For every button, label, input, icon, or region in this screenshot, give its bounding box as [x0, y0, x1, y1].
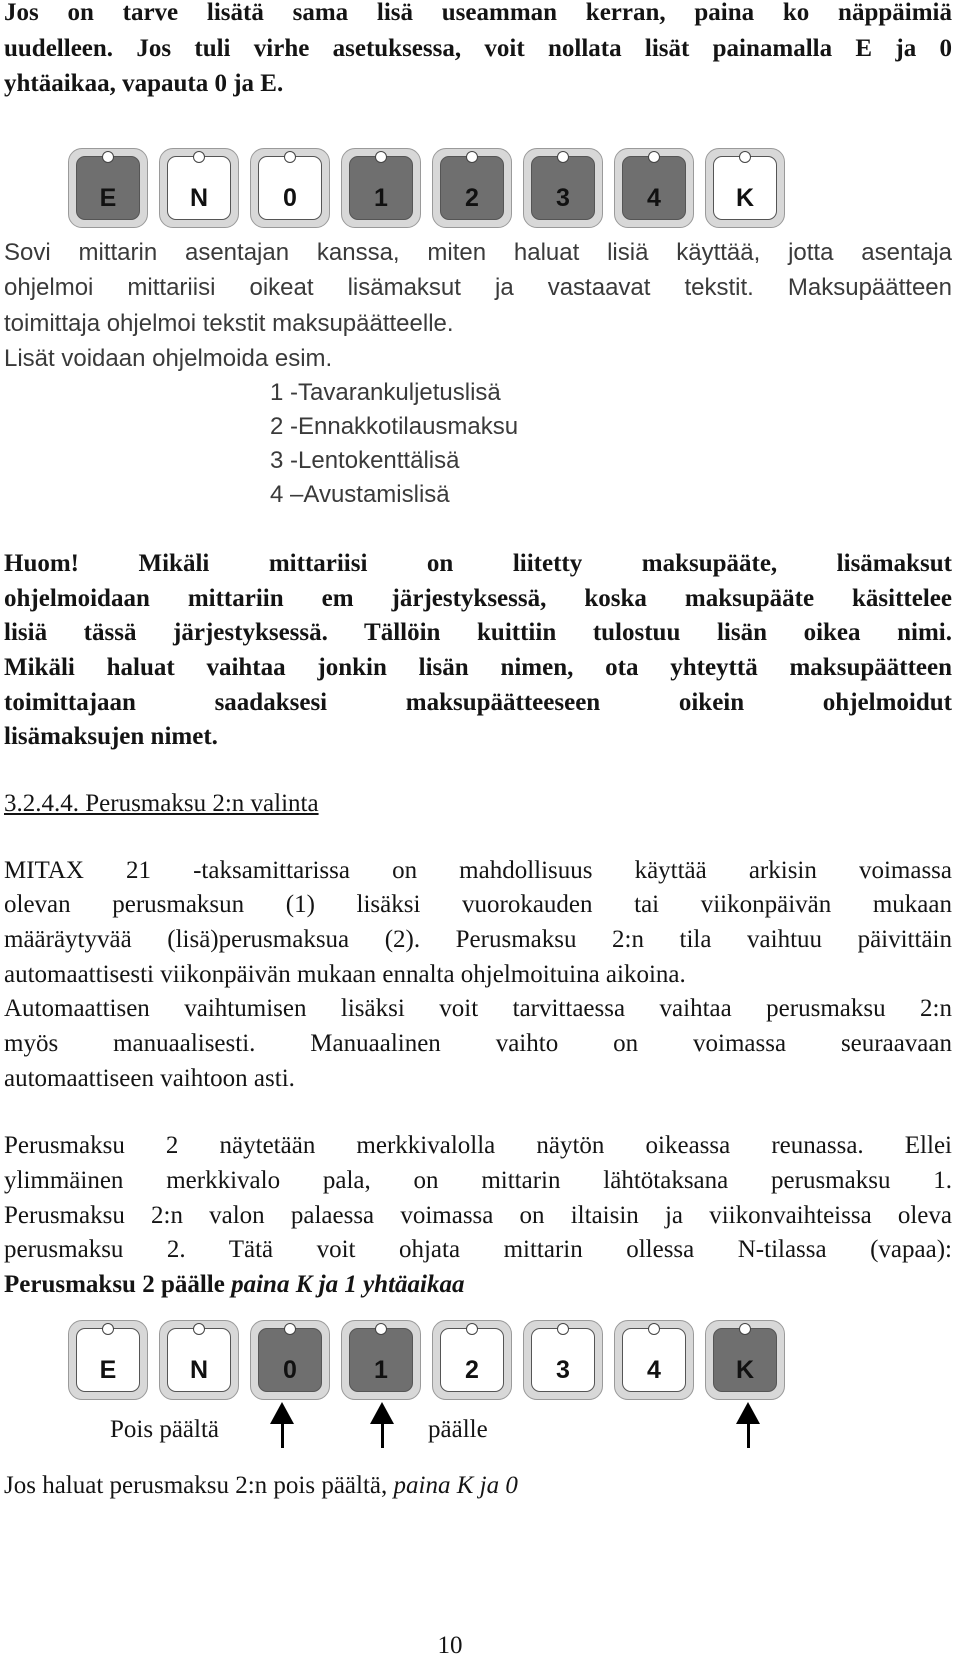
intro-line-1: Jos on tarve lisätä sama lisä useamman kerran, paina ko näppäimiä: [4, 0, 952, 26]
huom-line-4: Mikäli haluat vaihtaa jonkin lisän nimen, ota yhteyttä maksupäätteen: [4, 654, 952, 681]
intro-line-2: uudelleen. Jos tuli virhe asetuksessa, voit nollata lisät painamalla E ja 0: [4, 35, 952, 62]
led-indicator-icon: [466, 1323, 478, 1335]
keypad2-key-label: 4: [622, 1328, 686, 1392]
sovi-item-1: 1 -Tavarankuljetuslisä: [270, 379, 501, 406]
keypad1-key-label: 2: [440, 156, 504, 220]
keypad2-key-0: [250, 1320, 330, 1400]
sovi-item-2: 2 -Ennakkotilausmaksu: [270, 413, 519, 440]
keypad2-key-1: [341, 1320, 421, 1400]
huom-line-2: ohjelmoidaan mittariin em järjestyksessä, koska maksupääte käsittelee: [4, 585, 952, 612]
keypad2-key-n: [159, 1320, 239, 1400]
keypad2-key-label: K: [713, 1328, 777, 1392]
section-heading: 3.2.4.4. Perusmaksu 2:n valinta: [4, 790, 319, 817]
footer-note-text: Jos haluat perusmaksu 2:n pois päältä,: [4, 1472, 388, 1499]
huom-line-3: lisiä tässä järjestyksessä. Tällöin kuittiin tulostuu lisän oikea nimi.: [4, 619, 952, 646]
led-indicator-icon: [648, 1323, 660, 1335]
led-indicator-icon: [557, 151, 569, 163]
led-indicator-icon: [739, 151, 751, 163]
keypad1-key-k: [705, 148, 785, 228]
keypad2-key-4: [614, 1320, 694, 1400]
para2-line-5: [4, 1266, 952, 1303]
para1-line-6: myös manuaalisesti. Manuaalinen vaihto on voimassa seuraavaan: [4, 1030, 952, 1057]
para2-line-3: Perusmaksu 2:n valon palaessa voimassa on iltaisin ja viikonvaihteissa oleva: [4, 1202, 952, 1229]
led-indicator-icon: [193, 151, 205, 163]
keypad1-key-label: E: [76, 156, 140, 220]
para2-line-2: ylimmäinen merkkivalo pala, on mittarin lähtötaksana perusmaksu 1.: [4, 1167, 952, 1194]
keypad2-key-label: 3: [531, 1328, 595, 1392]
keypad2-key-label: 1: [349, 1328, 413, 1392]
sovi-item-3: 3 -Lentokenttälisä: [270, 447, 460, 474]
para2-bold-instruction: Perusmaksu 2 päälle: [4, 1271, 225, 1298]
para2-italic-instruction: paina K ja 1 yhtäaikaa: [231, 1271, 465, 1298]
sovi-line-2: ohjelmoi mittariisi oikeat lisämaksut ja vastaavat tekstit. Maksupäätteen: [4, 274, 952, 301]
keypad1-key-1: [341, 148, 421, 228]
keypad1-key-label: 1: [349, 156, 413, 220]
huom-line-5: toimittajaan saadaksesi maksupäätteeseen oikein ohjelmoidut: [4, 689, 952, 716]
sovi-line-1: Sovi mittarin asentajan kanssa, miten haluat lisiä käyttää, jotta asentaja: [4, 239, 952, 266]
keypad1-key-label: 3: [531, 156, 595, 220]
keypad-bottom: [68, 1320, 888, 1410]
label-pois-paalta: Pois päältä: [110, 1416, 220, 1443]
keypad2-key-label: N: [167, 1328, 231, 1392]
keypad2-key-label: 2: [440, 1328, 504, 1392]
para2-line-4: perusmaksu 2. Tätä voit ohjata mittarin ollessa N-tilassa (vapaa):: [4, 1236, 952, 1263]
keypad1-key-n: [159, 148, 239, 228]
keypad2-key-2: [432, 1320, 512, 1400]
sovi-line-3: toimittaja ohjelmoi tekstit maksupäätteelle.: [4, 310, 454, 337]
keypad2-key-k: [705, 1320, 785, 1400]
led-indicator-icon: [102, 1323, 114, 1335]
para1-line-2: olevan perusmaksun (1) lisäksi vuorokauden tai viikonpäivän mukaan: [4, 891, 952, 918]
arrow-up-key-k: [736, 1402, 760, 1448]
label-paalle: päälle: [428, 1416, 488, 1443]
para1-line-5: Automaattisen vaihtumisen lisäksi voit tarvittaessa vaihtaa perusmaksu 2:n: [4, 995, 952, 1022]
keypad1-key-4: [614, 148, 694, 228]
para1-line-4: automaattisesti viikonpäivän mukaan ennalta ohjelmoituina aikoina.: [4, 961, 686, 988]
led-indicator-icon: [466, 151, 478, 163]
led-indicator-icon: [648, 151, 660, 163]
keypad2-key-label: 0: [258, 1328, 322, 1392]
sovi-item-4: 4 –Avustamislisä: [270, 481, 450, 508]
keypad1-key-2: [432, 148, 512, 228]
keypad1-key-label: K: [713, 156, 777, 220]
led-indicator-icon: [739, 1323, 751, 1335]
intro-line-3: yhtäaikaa, vapauta 0 ja E.: [4, 70, 284, 97]
keypad1-key-label: N: [167, 156, 231, 220]
arrow-up-key-0: [270, 1402, 294, 1448]
footer-note-italic: paina K ja 0: [393, 1472, 518, 1499]
arrow-up-key-1: [370, 1402, 394, 1448]
led-indicator-icon: [102, 151, 114, 163]
para2-line-1: Perusmaksu 2 näytetään merkkivalolla näytön oikeassa reunassa. Ellei: [4, 1132, 952, 1159]
keypad1-key-3: [523, 148, 603, 228]
huom-line-1: Huom! Mikäli mittariisi on liitetty maksupääte, lisämaksut: [4, 550, 952, 577]
keypad2-key-e: [68, 1320, 148, 1400]
sovi-line-4: Lisät voidaan ohjelmoida esim.: [4, 345, 333, 372]
page-number: 10: [437, 1632, 463, 1659]
led-indicator-icon: [375, 151, 387, 163]
keypad1-key-e: [68, 148, 148, 228]
keypad2-key-3: [523, 1320, 603, 1400]
footer-note: [4, 1467, 952, 1504]
keypad1-key-label: 0: [258, 156, 322, 220]
keypad2-key-label: E: [76, 1328, 140, 1392]
keypad1-key-0: [250, 148, 330, 228]
led-indicator-icon: [284, 1323, 296, 1335]
led-indicator-icon: [375, 1323, 387, 1335]
keypad1-key-label: 4: [622, 156, 686, 220]
para1-line-7: automaattiseen vaihtoon asti.: [4, 1065, 295, 1092]
led-indicator-icon: [284, 151, 296, 163]
huom-line-6: lisämaksujen nimet.: [4, 723, 218, 750]
para1-line-3: määräytyvää (lisä)perusmaksua (2). Perusmaksu 2:n tila vaihtuu päivittäin: [4, 926, 952, 953]
para1-line-1: MITAX 21 -taksamittarissa on mahdollisuus käyttää arkisin voimassa: [4, 857, 952, 884]
led-indicator-icon: [193, 1323, 205, 1335]
led-indicator-icon: [557, 1323, 569, 1335]
keypad-top: [68, 148, 888, 238]
